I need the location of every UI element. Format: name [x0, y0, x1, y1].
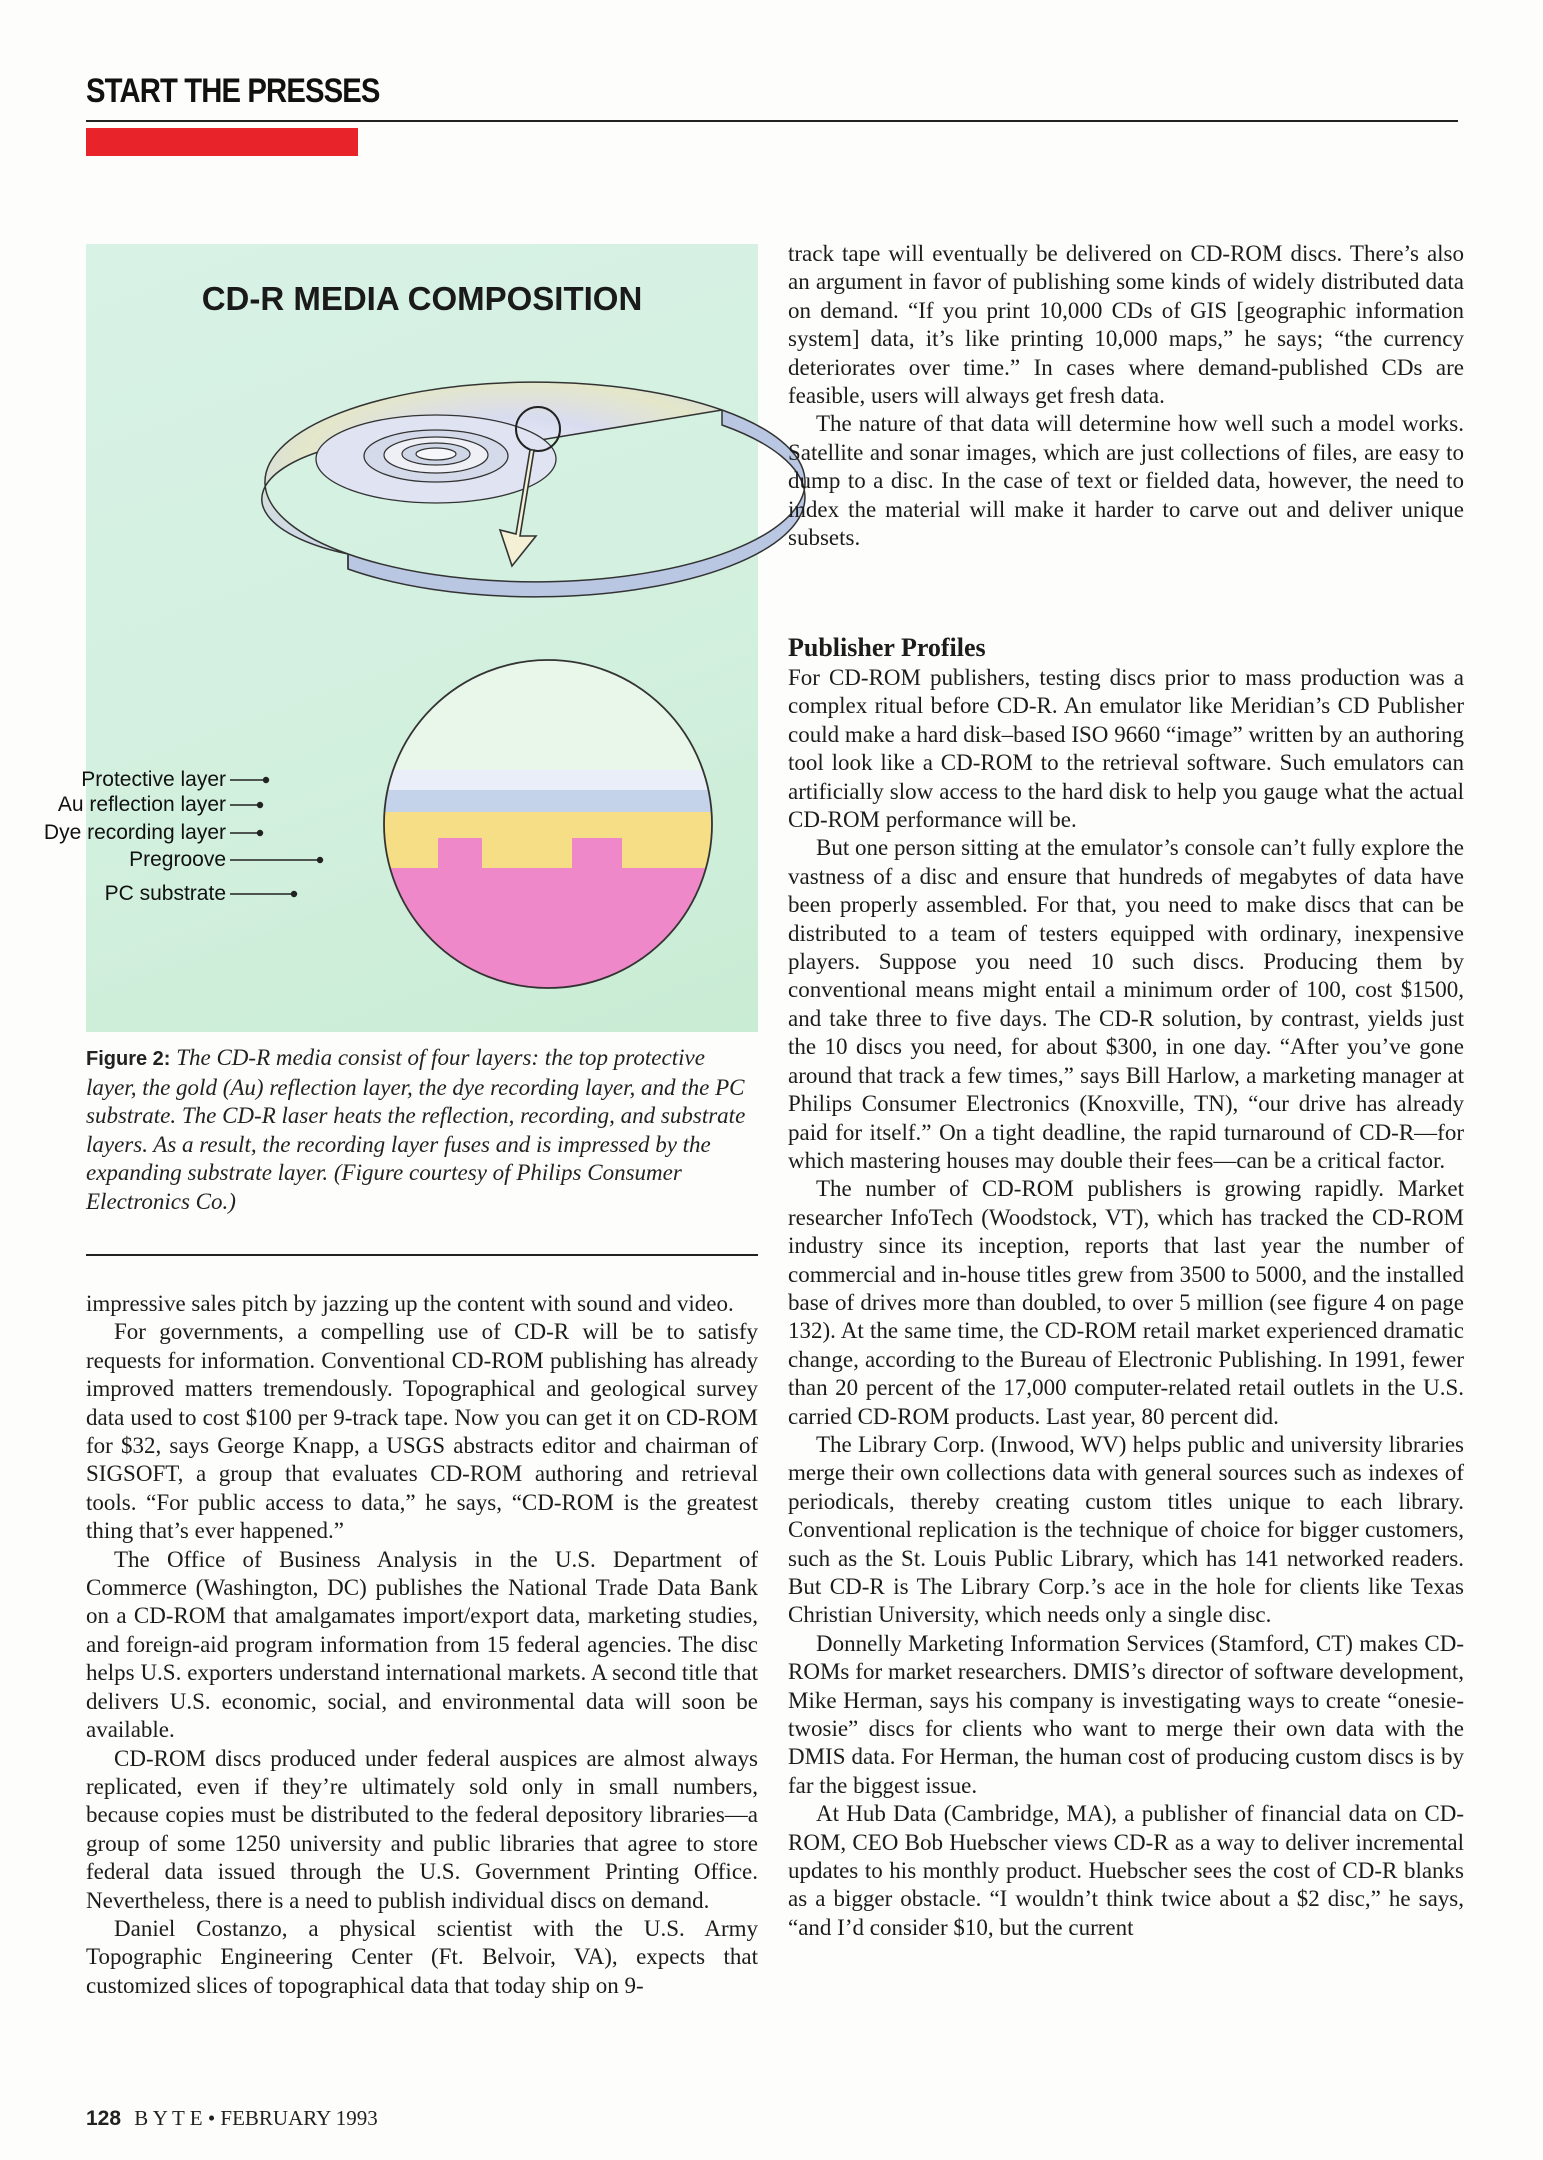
- left-column: [86, 1290, 758, 2000]
- label-pregroove: Pregroove: [129, 848, 226, 871]
- cd-r-figure: [43, 244, 758, 1032]
- paragraph: At Hub Data (Cambridge, MA), a publisher of financial data on CD-ROM, CEO Bob Huebscher views CD-R as a way to deliver incremental updates to his monthly product. Huebscher sees the cost of CD-R blanks as a bigger obstacle. “I wouldn’t think twice about a $2 disc,” he says, “and I’d consider $10, but the current: [788, 1801, 1464, 1940]
- label-protective-layer: Protective layer: [81, 768, 226, 791]
- disc-illustration: [262, 382, 805, 597]
- paragraph: The number of CD-ROM publishers is growing rapidly. Market researcher InfoTech (Woodstock, VT), which has tracked the CD-ROM industry since its inception, reports that last year the number of commercial and in-house titles grew from 3500 to 5000, and the installed base of drives more than doubled, to over 5 million (see figure 4 on page 132). At the same time, the CD-ROM retail market experienced dramatic change, according to the Bureau of Electronic Publishing. In 1991, fewer than 20 percent of the 17,000 computer-related retail outlets in the U.S. carried CD-ROM products. Last year, 80 percent did.: [788, 1176, 1464, 1429]
- cd-r-diagram: [86, 244, 758, 1032]
- paragraph: The Library Corp. (Inwood, WV) helps public and university libraries merge their own collections data with general sources such as indexes of periodicals, thereby creating custom titles unique to each library. Conventional replication is the technique of choice for bigger customers, such as the St. Louis Public Library, which has 141 networked readers. But CD-R is The Library Corp.’s ace in the hole for clients like Texas Christian University, which needs only a single disc.: [788, 1431, 1464, 1628]
- right-column-top: [788, 240, 1464, 552]
- label-pc-substrate: PC substrate: [104, 882, 226, 905]
- header-rule: [86, 120, 1458, 122]
- layer-cross-section: [376, 654, 726, 994]
- figure-caption: [86, 1044, 758, 1217]
- subheading: Publisher Profiles: [788, 633, 986, 662]
- caption-lead: Figure 2:: [86, 1048, 171, 1070]
- paragraph: Daniel Costanzo, a physical scientist with the U.S. Army Topographic Engineering Center (Ft. Belvoir, VA), expects that customized slices of topographical data that today ship on 9-: [86, 1915, 758, 1998]
- label-dye-recording-layer: Dye recording layer: [43, 821, 226, 844]
- issue-date: • FEBRUARY 1993: [207, 2106, 378, 2130]
- paragraph: The Office of Business Analysis in the U.S. Department of Commerce (Washington, DC) publishes the National Trade Data Bank on a CD-ROM that amalgamates import/export data, marketing studies, and foreign-aid program information from 15 federal agencies. The disc helps U.S. exporters understand international markets. A second title that delivers U.S. economic, social, and environmental data will soon be available.: [86, 1546, 758, 1743]
- section-title: START THE PRESSES: [86, 72, 380, 110]
- page-number: 128: [86, 2107, 122, 2130]
- leader-lines: [230, 778, 323, 897]
- paragraph: The nature of that data will determine how well such a model works. Satellite and sonar images, which are just collections of files, are easy to dump to a disc. In the case of text or fielded data, however, the need to index the material will make it harder to carve out and deliver unique subsets.: [788, 411, 1464, 551]
- magazine-name: B Y T E: [134, 2106, 203, 2130]
- caption-text: The CD-R media consist of four layers: the top protective layer, the gold (Au) reflection layer, the dye recording layer, and the PC substrate. The CD-R laser heats the reflection, recording, and substrate layers. As a result, the recording layer fuses and is impressed by the expanding substrate layer. (Figure courtesy of Philips Consumer Electronics Co.): [86, 1045, 746, 1214]
- paragraph: For governments, a compelling use of CD-R will be to satisfy requests for information. Conventional CD-ROM publishing has already improved matters tremendously. Topographical and geological survey data used to cost $100 per 9-track tape. Now you can get it on CD-ROM for $32, says George Knapp, a USGS abstracts editor and chairman of SIGSOFT, a group that evaluates CD-ROM authoring and retrieval tools. “For public access to data,” he says, “CD-ROM is the greatest thing that’s ever happened.”: [86, 1319, 758, 1544]
- section-color-bar: [86, 128, 358, 156]
- figure-title: CD-R MEDIA COMPOSITION: [201, 280, 643, 317]
- paragraph: track tape will eventually be delivered on CD-ROM discs. There’s also an argument in favor of publishing some kinds of widely distributed data on demand. “If you print 10,000 CDs of GIS [geographic information system] data, it’s like printing 10,000 maps,” he says; “the currency deteriorates over time.” In cases where demand-published CDs are feasible, users will always get fresh data.: [788, 241, 1464, 409]
- paragraph: But one person sitting at the emulator’s console can’t fully explore the vastness of a disc and ensure that hundreds of megabytes of data have been properly assembled. For that, you need to make discs that can be distributed to a team of testers equipped with ordinary, inexpensive players. Suppose you need 10 such discs. Producing them by conventional means might entail a minimum order of 100, cost $1500, and take three to five days. The CD-R solution, by contrast, yields just the 10 discs you need, for about $300, in one day. “After you’ve gone around that track a few times,” says Bill Harlow, a marketing manager at Philips Consumer Electronics (Knoxville, TN), “our drive has already paid for itself.” On a tight deadline, the rapid turnaround of CD-R—for which mastering houses may double their fees—can be a critical factor.: [788, 835, 1464, 1173]
- page-footer: [86, 2106, 378, 2131]
- label-au-reflection-layer: Au reflection layer: [57, 793, 226, 816]
- right-column-bottom: [788, 632, 1464, 1942]
- caption-rule: [86, 1254, 758, 1256]
- paragraph: impressive sales pitch by jazzing up the content with sound and video.: [86, 1291, 734, 1316]
- paragraph: Donnelly Marketing Information Services (Stamford, CT) makes CD-ROMs for market researchers. DMIS’s director of software development, Mike Herman, says his company is investigating ways to create “onesie-twosie” discs for clients who want to merge their own data with the DMIS data. For Herman, the human cost of producing custom discs is by far the biggest issue.: [788, 1630, 1464, 1798]
- paragraph: CD-ROM discs produced under federal auspices are almost always replicated, even if they’re ultimately sold only in small numbers, because copies must be distributed to the federal depository libraries—a group of some 1250 university and public libraries that agree to store federal data issued through the U.S. Government Printing Office. Nevertheless, there is a need to publish individual discs on demand.: [86, 1745, 758, 1913]
- paragraph: For CD-ROM publishers, testing discs prior to mass production was a complex ritual before CD-R. An emulator like Meridian’s CD Publisher could make a hard disk–based ISO 9660 “image” written by an authoring tool look like a CD-ROM to the retrieval software. Such emulators can artificially slow access to the hard disk to help you gauge what the actual CD-ROM performance will be.: [788, 665, 1464, 833]
